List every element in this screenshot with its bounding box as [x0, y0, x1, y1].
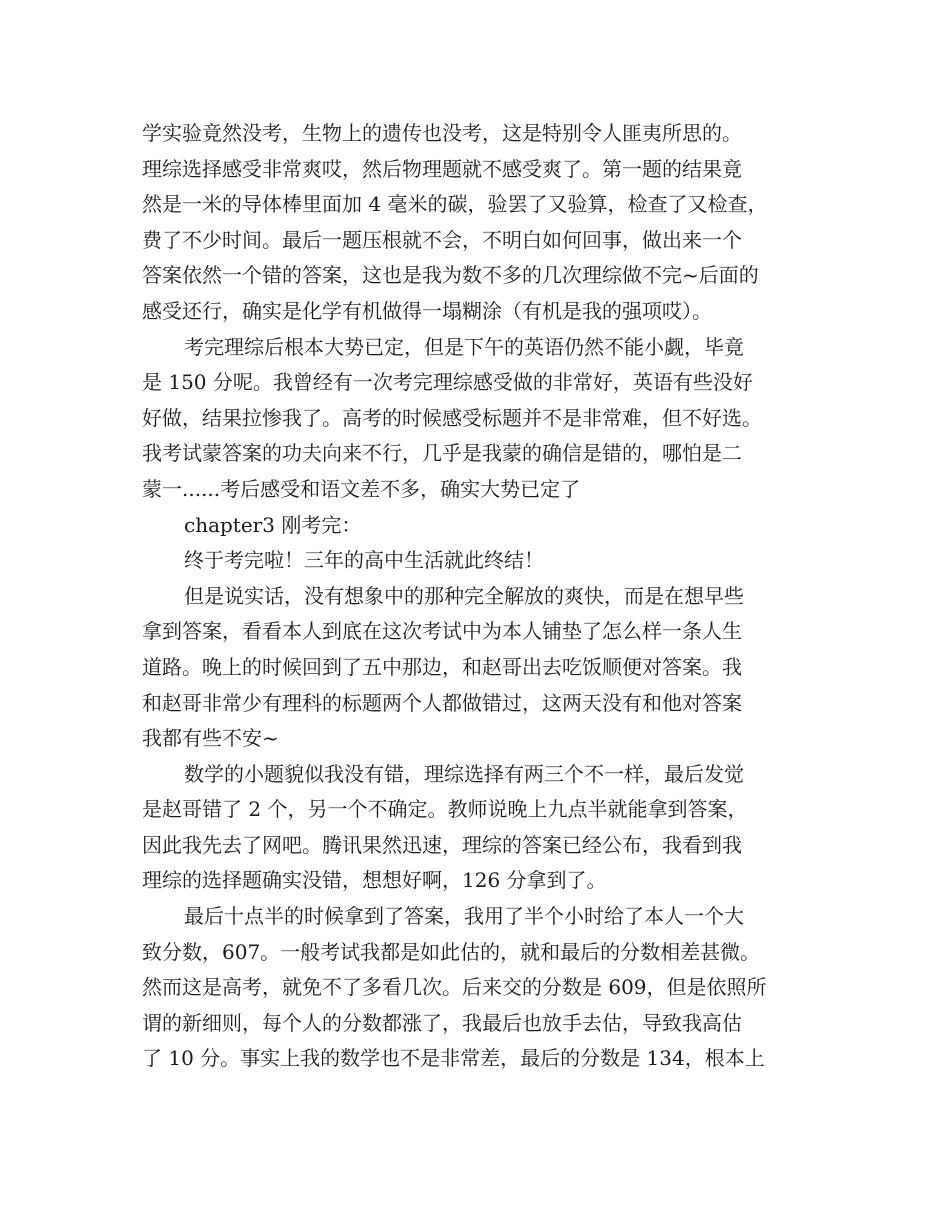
text-line: 蒙一......考后感受和语文差不多，确实大势已定了	[142, 476, 581, 501]
text-line: 致分数，607。一般考试我都是如此估的，就和最后的分数相差甚微。	[142, 939, 761, 964]
text-line: 是赵哥错了 2 个，另一个不确定。教师说晚上九点半就能拿到答案，	[142, 797, 748, 822]
text-line: 因此我先去了网吧。腾讯果然迅速，理综的答案已经公布，我看到我	[142, 832, 742, 857]
text-line: 然是一米的导体棒里面加 4 毫米的碳，验罢了又验算，检查了又检查，	[142, 192, 768, 217]
text-line: 终于考完啦！三年的高中生活就此终结！	[184, 548, 544, 573]
text-line: 了 10 分。事实上我的数学也不是非常差，最后的分数是 134，根本上	[142, 1046, 765, 1071]
text-line: 好做，结果拉惨我了。高考的时候感受标题并不是非常难，但不好选。	[142, 405, 762, 430]
text-line: 费了不少时间。最后一题压根就不会，不明白如何回事，做出来一个	[142, 227, 742, 252]
document-body	[142, 116, 824, 1077]
text-line: 数学的小题貌似我没有错，理综选择有两三个不一样，最后发觉	[184, 761, 744, 786]
text-line: 谓的新细则，每个人的分数都涨了，我最后也放手去估，导致我高估	[142, 1010, 742, 1035]
text-line: 和赵哥非常少有理科的标题两个人都做错过，这两天没有和他对答案	[142, 690, 742, 715]
text-line: 答案依然一个错的答案，这也是我为数不多的几次理综做不完~后面的	[142, 263, 759, 288]
text-line: 考完理综后根本大势已定，但是下午的英语仍然不能小觑，毕竟	[184, 334, 744, 359]
text-line: chapter3 刚考完：	[184, 512, 362, 537]
text-line: 学实验竟然没考，生物上的遗传也没考，这是特别令人匪夷所思的。	[142, 121, 742, 145]
text-line: 然而这是高考，就免不了多看几次。后来交的分数是 609，但是依照所	[142, 975, 767, 1000]
text-line: 我考试蒙答案的功夫向来不行，几乎是我蒙的确信是错的，哪怕是二	[142, 441, 742, 466]
text-line: 理综选择感受非常爽哎，然后物理题就不感受爽了。第一题的结果竟	[142, 156, 742, 181]
text-line: 我都有些不安~	[142, 726, 279, 751]
text-line: 理综的选择题确实没错，想想好啊，126 分拿到了。	[142, 868, 607, 893]
text-line: 道路。晚上的时候回到了五中那边，和赵哥出去吃饭顺便对答案。我	[142, 654, 742, 679]
text-line: 是 150 分呢。我曾经有一次考完理综感受做的非常好，英语有些没好	[142, 370, 753, 395]
text-line: 拿到答案，看看本人到底在这次考试中为本人铺垫了怎么样一条人生	[142, 619, 742, 644]
text-line: 感受还行，确实是化学有机做得一塌糊涂（有机是我的强项哎）。	[142, 298, 712, 323]
text-line: 但是说实话，没有想象中的那种完全解放的爽快，而是在想早些	[184, 583, 744, 608]
text-line: 最后十点半的时候拿到了答案，我用了半个小时给了本人一个大	[184, 904, 744, 929]
